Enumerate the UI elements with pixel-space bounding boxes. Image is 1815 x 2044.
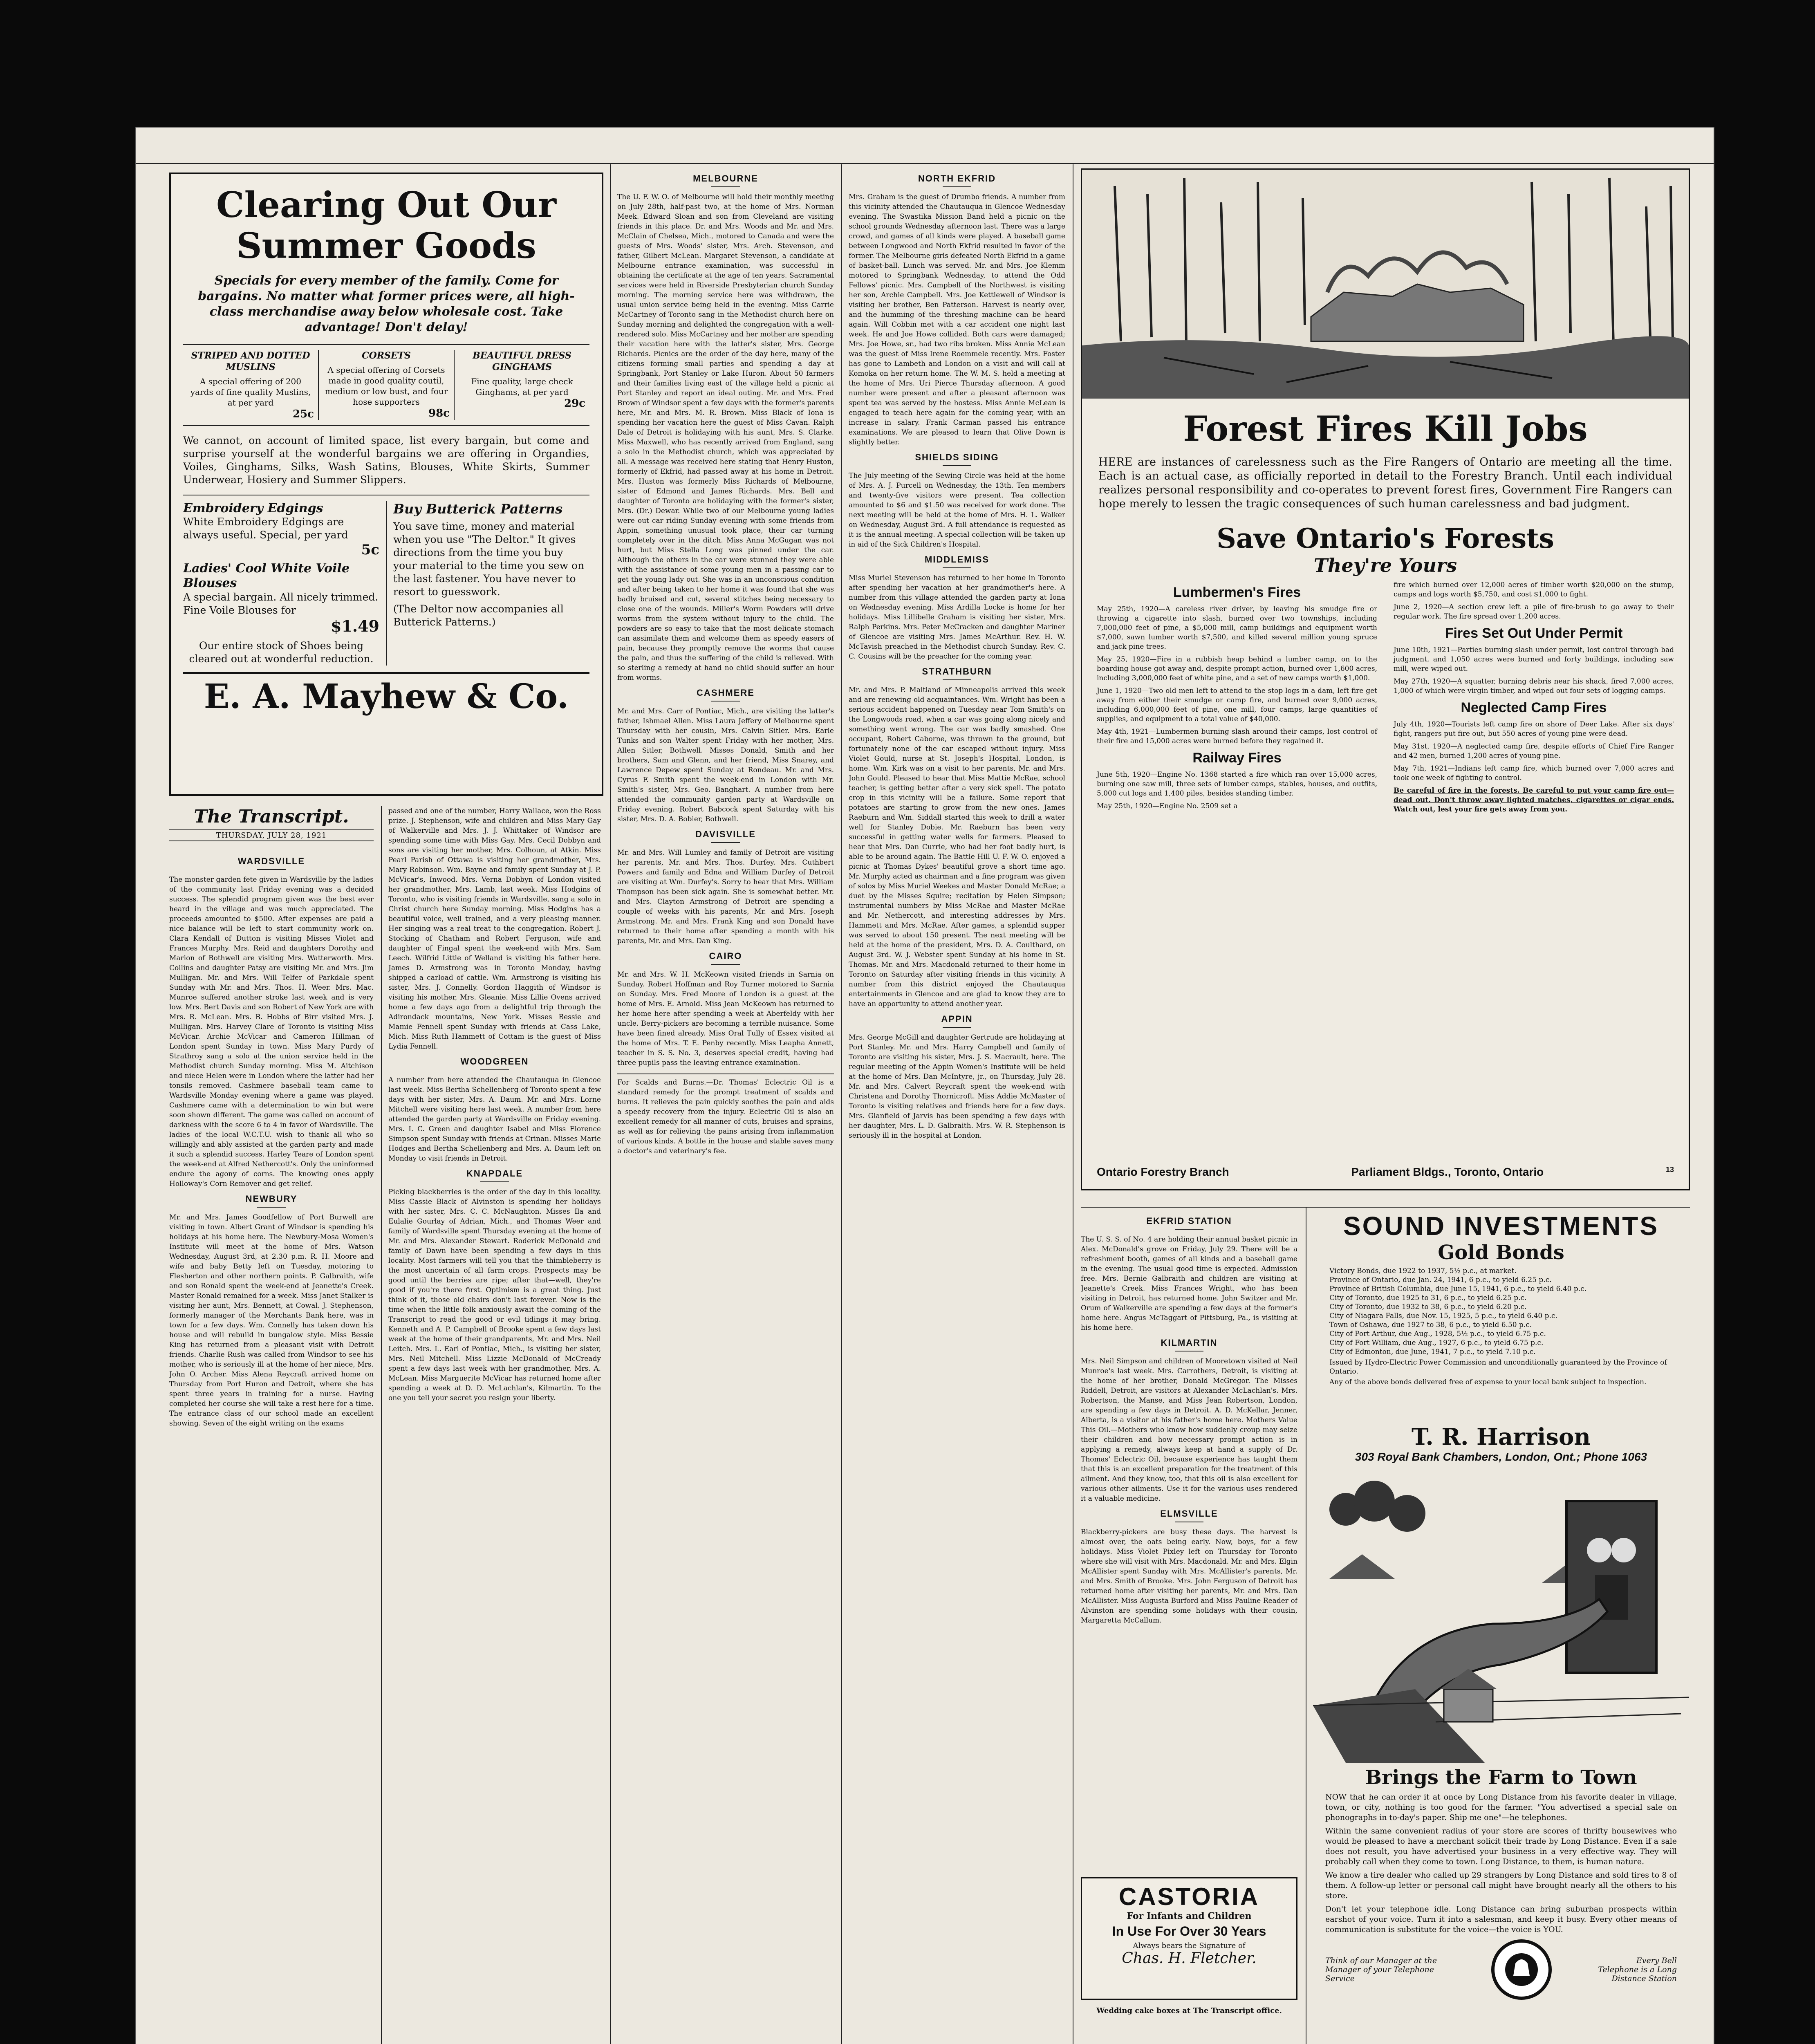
fire-subhead: Fires Set Out Under Permit <box>1445 625 1623 641</box>
column-4 <box>849 168 1065 2044</box>
column-rule <box>841 164 842 2044</box>
bond-line: City of Niagara Falls, due Nov. 15, 1925, 5 p.c., to yield 6.40 p.c. <box>1329 1312 1557 1320</box>
bonds-list <box>1313 1264 1689 1389</box>
butterick-note: (The Deltor now accompanies all Butterick Patterns.) <box>393 603 564 628</box>
fire-item: May 25th, 1920—A careless river driver, by leaving his smudge fire or throwing a cigarette into slash, burned over two townships, including 7,000,000 feet of pine, a $5,000 mill, camp buildings and equipment worth $7,000, sawn lumber worth $7,500, and killed several million young spruce and jack pine trees. <box>1097 605 1377 651</box>
bond-line: Province of Ontario, due Jan. 24, 1941, 6 p.c., to yield 6.25 p.c. <box>1329 1276 1552 1284</box>
section-head: MELBOURNE <box>617 173 834 189</box>
column-3 <box>617 168 834 2044</box>
column-2 <box>388 806 601 2044</box>
masthead-name: The Transcript. <box>194 806 349 827</box>
bell-ad <box>1313 1477 1689 2044</box>
clearing-item <box>455 350 589 420</box>
voile-text: A special bargain. All nicely trimmed. Fine Voile Blouses for <box>183 591 379 616</box>
section-text: Mrs. Graham is the guest of Drumbo friends. A number from this vicinity attended the Chautauqua in Glencoe Wednesday evening. The Swastika Mission Band held a picnic on the school grounds Wednesday afternoon last. There was a large crowd, and games of all kinds were played. A baseball game between Longwood and North Ekfrid resulted in favor of the former. The Melbourne girls defeated North Ekfrid in a game of basket-ball. Lunch was served. Mr. and Mrs. Joe Klemm motored to Springbank Wednesday, to attend the Odd Fellows' picnic. Mrs. Campbell of the Northwest is visiting her son, Archie Campbell. Mrs. Joe Kettlewell of Windsor is visiting her brother, Ben Patterson. Harvest is nearly over, and the humming of the threshing machine can be heard again. Will Cobbin met with a car accident one night last week. He and Joe Howe collided. Both cars were damaged; Mrs. Joe Howe, sr., had two ribs broken. Miss Annie McLean was the guest of Miss Irene Roemmele recently. Mrs. Foster has gone to Lambeth and London on a visit and will call at Komoka on her return home. The W. M. S. held a meeting at the home of Mrs. Uri Pierce Thursday afternoon. A good number were present and after a pleasant afternoon was spent tea was served by the hostess. Miss Annie McLean is engaged to teach here again for the coming year, with an increase in salary. Frank Carman passed his entrance examinations. We are pleased to learn that Olive Down is slightly better. <box>849 193 1065 446</box>
section-head: CASHMERE <box>617 688 834 703</box>
column-rule <box>610 164 611 2044</box>
bell-body <box>1313 1792 1689 1935</box>
item-price: 29c <box>564 397 585 410</box>
fire-subhead: Neglected Camp Fires <box>1461 700 1607 715</box>
section-head: APPIN <box>849 1014 1065 1029</box>
section-head: DAVISVILLE <box>617 829 834 845</box>
theyre-yours: They're Yours <box>1313 554 1457 576</box>
bonds-title: SOUND INVESTMENTS <box>1343 1211 1659 1241</box>
item-text: Fine quality, large check Ginghams, at per yard <box>471 377 573 397</box>
bell-left: Think of our Manager at the Manager of your Telephone Service <box>1325 1956 1437 1983</box>
parliament-bldgs: Parliament Bldgs., Toronto, Ontario <box>1351 1165 1544 1178</box>
bond-line: City of Toronto, due 1932 to 38, 6 p.c., to yield 6.20 p.c. <box>1329 1303 1527 1311</box>
bond-line: City of Edmonton, due June, 1941, 7 p.c., to yield 7.10 p.c. <box>1329 1348 1536 1356</box>
harrison-name: T. R. Harrison <box>1411 1423 1591 1450</box>
clearing-para: We cannot, on account of limited space, list every bargain, but come and surprise yourself at the wonderful bargains we are offering in Organdies, Voiles, Ginghams, Silks, Wash Satins, Blouses, White Skirts, Summer Underwear, Hosiery and Summer Slippers. <box>183 435 589 486</box>
section-text: The monster garden fete given in Wardsville by the ladies of the community last Friday evening was a decided success. The splendid program given was the best ever heard in the village and was much appreciated. The proceeds amounted to $500. After expenses are paid a nice balance will be left to start community work on. Clara Kendall of Dutton is visiting Misses Violet and Frances Murphy. Mrs. Reid and daughters Dorothy and Marion of Bothwell are visiting Mrs. Watterworth. Mrs. Collins and daughter Patsy are visiting Mr. and Mrs. Jim Mulligan. Mr. and Mrs. Will Telfer of Parkdale spent Sunday with Mr. and Mrs. Thos. H. Weer. Mrs. Mac. Munroe suffered another stroke last week and is very low. Mrs. Bert Davis and son Robert of New York are with Mrs. R. McLean. Mrs. B. Hobbs of Birr visited Mrs. J. Mulligan. Mrs. Harvey Clare of Toronto is visiting Miss McVicar. Archie McVicar and Cameron Hillman of London spent Sunday in town. Miss Mary Purdy of Strathroy sang a solo at the union service held in the Methodist church Sunday morning. Miss M. Aitchison and niece Helen were in London where the latter had her tonsils removed. Cashmere baseball team came to Wardsville Monday evening where a game was played. Cashmere came with a determination to win but were soon shown different. The game was called on account of darkness with the score 6 to 4 in favor of Wardsville. The ladies of the local W.C.T.U. wish to thank all who so willingly and ably assisted at the garden party and made it such a splendid success. Harley Teare of London spent the week-end at Alfred Nethercott's. Only the uninformed endure the agony of corns. The knowing ones apply Holloway's Corn Remover and get relief. <box>169 876 374 1188</box>
bond-line: City of Toronto, due 1925 to 31, 6 p.c., to yield 6.25 p.c. <box>1329 1294 1527 1302</box>
butterick-text: You save time, money and material when you use "The Deltor." It gives directions from the time you buy your material to the time you sew on the last fastener. You have never to resort to guesswork. <box>393 520 585 598</box>
section-text: The July meeting of the Sewing Circle was held at the home of Mrs. A. J. Purcell on Wednesday, the 13th. Ten members and twenty-five visitors were present. Tea collection amounted to $6 and $1.50 was received for work done. The next meeting will be held at the home of Mrs. H. L. Walker on Wednesday, August 3rd. A full attendance is requested as it is the annual meeting. A special collection will be taken up in aid of the Sick Children's Hospital. <box>849 472 1065 549</box>
fire-col-left <box>1097 580 1377 818</box>
bell-right: Every Bell Telephone is a Long Distance Station <box>1598 1956 1677 1983</box>
clearing-lower <box>183 495 589 666</box>
bond-note: Any of the above bonds delivered free of expense to your local bank subject to inspection. <box>1329 1378 1647 1386</box>
store-name: E. A. Mayhew & Co. <box>183 672 589 716</box>
bond-line: Town of Oshawa, due 1927 to 38, 6 p.c., to yield 6.50 p.c. <box>1329 1321 1532 1329</box>
section-head: EKFRID STATION <box>1081 1216 1297 1231</box>
item-text: A special offering of 200 yards of fine quality Muslins, at per yard <box>190 377 311 408</box>
fire-item: fire which burned over 12,000 acres of timber worth $20,000 on the stump, camps and logs worth $5,750, and cost $1,000 to fight. <box>1394 581 1674 598</box>
bell-title: Brings the Farm to Town <box>1365 1766 1637 1789</box>
section-head: WOODGREEN <box>388 1056 601 1072</box>
telephone-illustration <box>1313 1477 1689 1763</box>
forest-fires-intro: HERE are instances of carelessness such as the Fire Rangers of Ontario are meeting all the time. Each is an actual case, as officially reported in detail to the Forestry Branch. Until each individual realizes personal responsibility and co-operates to prevent forest fires, Government Fire Rangers can hope merely to lessen the tragic consequences of such human carelessness and bad judgment. <box>1098 456 1672 510</box>
section-text: Miss Muriel Stevenson has returned to her home in Toronto after spending her vacation at her grandmother's here. A number from this village attended the garden party at Iona on Wednesday evening. Miss Ardilla Locke is home for her holidays. Miss Lillibelle Graham is visiting her sister, Mrs. Ralph Perkins. Mrs. Peter McCracken and daughter Mariner of Glencoe are visiting Mrs. James McArthur. Rev. H. W. McTavish preached in the Methodist church Sunday. Rev. C. C. Cousins will be the preacher for the coming year. <box>849 574 1065 661</box>
bond-note: Issued by Hydro-Electric Power Commission and unconditionally guaranteed by the Province of Ontario. <box>1329 1358 1667 1376</box>
emb-price: 5c <box>361 542 379 558</box>
emb-head: Embroidery Edgings <box>183 501 323 515</box>
item-price: 98c <box>428 407 450 419</box>
fire-item: May 4th, 1921—Lumbermen burning slash around their camps, lost control of their fire and 15,000 acres were burned before they regained it. <box>1097 728 1377 745</box>
section-head: STRATHBURN <box>849 666 1065 682</box>
fire-item: June 10th, 1921—Parties burning slash under permit, lost control through bad judgment, and 1,050 acres were burned and forty buildings, including saw mill, were wiped out. <box>1394 646 1674 673</box>
section-head: MIDDLEMISS <box>849 554 1065 570</box>
fire-item: July 4th, 1920—Tourists left camp fire on shore of Deer Lake. After six days' fight, rangers put fire out, but 550 acres of young pine were dead. <box>1394 720 1674 738</box>
section-head: CAIRO <box>617 951 834 966</box>
harrison-address: 303 Royal Bank Chambers, London, Ont.; Phone 1063 <box>1355 1450 1647 1463</box>
section-head: ELMSVILLE <box>1081 1508 1297 1524</box>
newspaper-page <box>135 127 1714 2044</box>
masthead-date: THURSDAY, JULY 28, 1921 <box>169 829 374 841</box>
fire-item: May 25, 1920—Fire in a rubbish heap behind a lumber camp, on to the boarding house got away and, despite prompt action, burned over 1,600 acres, including 3,000,000 feet of white pine, and a set of new camps worth $1,000. <box>1097 655 1377 682</box>
bell-footer <box>1313 1939 1689 2000</box>
column-rule <box>381 806 382 2044</box>
fire-footer <box>1097 1165 1674 1179</box>
fire-subhead: Lumbermen's Fires <box>1173 585 1301 600</box>
bell-seal-icon <box>1491 1939 1552 2000</box>
fire-col-right <box>1394 580 1674 818</box>
fire-item: May 7th, 1921—Indians left camp fire, which burned over 7,000 acres and took one week of fighting to control. <box>1394 764 1674 782</box>
item-head: BEAUTIFUL DRESS GINGHAMS <box>473 350 571 372</box>
bonds-ad <box>1313 1211 1689 1423</box>
fire-item: June 5th, 1920—Engine No. 1368 started a fire which ran over 15,000 acres, burning one saw mill, three sets of lumber camps, stables, houses, and outfits, 5,000 cut logs and 1,400 piles, besides standing timber. <box>1097 771 1377 798</box>
bell-para: Within the same convenient radius of your store are scores of thrifty housewives who would be pleased to have a merchant solicit their trade by Long Distance. Even if a sale does not result, you have advertised your business in a very effective way. They will probably call when they come to town. Long Distance, to them, is human nature. <box>1325 1827 1677 1866</box>
forest-fires-title: Forest Fires Kill Jobs <box>1183 408 1588 449</box>
bell-para: We know a tire dealer who called up 29 strangers by Long Distance and sold tires to 8 of them. A follow-up letter or personal call might have brought nearly all the others to his store. <box>1325 1871 1677 1900</box>
ad-number: 13 <box>1665 1165 1674 1174</box>
fire-item: May 27th, 1920—A squatter, burning debris near his shack, fired 7,000 acres, 1,000 of which were virgin timber, and wiped out four sets of logging camps. <box>1394 677 1674 695</box>
save-forests: Save Ontario's Forests <box>1217 522 1554 554</box>
section-text: Mrs. George McGill and daughter Gertrude are holidaying at Port Stanley. Mr. and Mrs. Harry Campbell and family of Toronto are visiting his sister, Mrs. J. S. Macrault, here. The regular meeting of the Appin Women's Institute will be held at the home of Mrs. Dan McIntyre, jr., on Thursday, July 28. Mr. and Mrs. Calvert Reycraft spent the week-end with Christena and Dorothy Thornicroft. Miss Addie McMaster of Toronto is visiting relatives and friends here for a few days. Mrs. Glanfield of Jarvis has been spending a few days with her daughter, Mrs. L. D. Galbraith. Mrs. W. R. Stephenson is seriously ill in the hospital at London. <box>849 1033 1065 1140</box>
castoria-ad <box>1081 1877 1297 2000</box>
section-text: passed and one of the number, Harry Wallace, won the Ross prize. J. Stephenson, wife and children and Miss Mary Gay of Walkerville and Mrs. J. J. Whittaker of Windsor are spending some time with Miss Gay. Mrs. Cecil Dobbyn and sons are visiting her mother, Mrs. Colhoun, at Atkin. Miss Pearl Parish of Ottawa is visiting her grandmother, Mrs. Mary Robinson. Wm. Bayne and family spent Sunday at J. P. McVicar's, Inwood. Mrs. Verna Dobbyn of London visited her grandmother, Mrs. Lamb, last week. Miss Hodgins of Toronto, who is visiting friends in Wardsville, sang a solo in Christ church here Sunday morning. Miss Hodgins has a beautiful voice, well trained, and a very pleasing manner. Her singing was a real treat to the congregation. Robert J. Stocking of Chatham and Robert Ferguson, wife and daughter of Fingal spent the week-end with Mrs. Sam Leech. Wilfrid Little of Welland is visiting his father here. James D. Armstrong was in Toronto Monday, having shipped a carload of cattle. Wm. Armstrong is visiting his sister, Mrs. J. Connelly. Gordon Haggith of Windsor is visiting his mother, Mrs. Gleanie. Miss Lillie Ovens arrived home a few days ago from a delightful trip through the Adirondack mountains, New York. Misses Bessie and Mamie Fennell spent Sunday with friends at Cass Lake, Mich. Miss Ruth Hammett of Cottam is the guest of Miss Lydia Fennell. <box>388 807 601 1051</box>
clearing-item <box>319 350 455 420</box>
wedding-note: Wedding cake boxes at The Transcript office. <box>1096 2006 1282 2015</box>
fire-item: June 2, 1920—A section crew left a pile of fire-brush to go away to their regular work. The fire spread over 1,200 acres. <box>1394 603 1674 621</box>
section-text: Mr. and Mrs. Carr of Pontiac, Mich., are visiting the latter's father, Ishmael Allen. Miss Laura Jeffery of Melbourne spent Thursday with her cousin, Mrs. Calvin Sitler. Mrs. Earle Tunks and son Walter spent Friday with her mother, Mrs. Allen Sitler, Bothwell. Misses Donald, Smith and her brothers, Sam and Glenn, and her friend, Miss Snarey, and Lawrence Depew spent Sunday at Rondeau. Mr. and Mrs. Cyrus F. Smith spent the week-end in London with Mr. Smith's sister, Mrs. Geo. Banghart. A number from here attended the community garden party at Wardsville on Friday evening. Robert Babcock spent Saturday with his sister, Mrs. D. A. Bobier, Bothwell. <box>617 707 834 823</box>
castoria-sub: For Infants and Children <box>1127 1911 1252 1921</box>
voile-head: Ladies' Cool White Voile Blouses <box>183 561 350 590</box>
fire-subhead: Railway Fires <box>1192 750 1282 766</box>
section-head: SHIELDS SIDING <box>849 452 1065 468</box>
forest-fire-illustration <box>1082 170 1689 399</box>
section-head: NEWBURY <box>169 1194 374 1209</box>
section-head: WARDSVILLE <box>169 856 374 872</box>
forestry-branch: Ontario Forestry Branch <box>1097 1165 1229 1178</box>
section-text: Mr. and Mrs. James Goodfellow of Port Burwell are visiting in town. Albert Grant of Windsor is spending his holidays at his home here. The Newbury-Mosa Women's Institute will meet at the home of Mrs. Watson Wednesday, August 3rd, at 2.30 p.m. R. H. Moore and wife and baby Betty left on Tuesday, motoring to Flesherton and other northern points. P. Galbraith, wife and son Ronald spent the week-end at Jeanette's Creek. Master Ronald remained for a week. Miss Janet Stalker is visiting her aunt, Mrs. Bennett, at Cowal. J. Stephenson, formerly manager of the Merchants Bank here, was in town for a few days. Wm. Connelly has taken down his house and will rebuild in bungalow style. Miss Bessie King has returned from a pleasant visit with Detroit friends. Charlie Rush was called from Windsor to see his mother, who is seriously ill at the home of her niece, Mrs. John O. Archer. Miss Alena Reycraft arrived home on Thursday from Port Huron and Detroit, where she has spent three years in training for a nurse. Having completed her course she will take a rest here for a time. The entrance class of our school made an excellent showing. Seven of the eight writing on the exams <box>169 1213 374 1428</box>
clearing-intro: Specials for every member of the family. Come for bargains. No matter what former prices were, all high-class merchandise away below wholesale cost. Take advantage! Don't delay! <box>198 273 575 334</box>
castoria-slogan: In Use For Over 30 Years <box>1112 1924 1266 1939</box>
clearing-lower-right <box>387 501 589 666</box>
fire-item: June 1, 1920—Two old men left to attend to the stop logs in a dam, left fire get away from either their smudge or camp fire, and burned over 9,000 acres, including 6,000,000 feet of pine, one mill, four camps, large quantities of supplies, and equipment to a total value of $40,000. <box>1097 687 1377 723</box>
fire-item: May 31st, 1920—A neglected camp fire, despite efforts of Chief Fire Ranger and 42 men, burned 1,200 acres of young pine. <box>1394 742 1674 760</box>
bond-line: Victory Bonds, due 1922 to 1937, 5½ p.c., at market. <box>1329 1267 1517 1275</box>
bell-para: NOW that he can order it at once by Long Distance from his favorite dealer in village, town, or city, nothing is too good for the farmer. "You advertised a special sale on phonographs in to-day's paper. Ship me one"—he telephones. <box>1325 1793 1677 1822</box>
fire-item: May 25th, 1920—Engine No. 2509 set a <box>1097 802 1238 810</box>
shoes-text: Our entire stock of Shoes being cleared out at wonderful reduction. <box>189 640 374 665</box>
clearing-item <box>183 350 319 420</box>
section-text: The U. S. S. of No. 4 are holding their annual basket picnic in Alex. McDonald's grove on Friday, July 29. There will be a refreshment booth, games of all kinds and a baseball game in the evening. The usual good time is expected. Admission free. Mrs. Bernie Galbraith and children are visiting at Jeanette's Creek. Miss Frances Wright, who has been visiting in Detroit, has returned home. John Switzer and Mr. Orum of Walkerville are spending a few days at the former's home here. Angus McTaggart of Pittsburg, Pa., is visiting at his home here. <box>1081 1235 1297 1332</box>
castoria-bears: Always bears the Signature of <box>1133 1941 1246 1950</box>
section-text: Mr. and Mrs. W. H. McKeown visited friends in Sarnia on Sunday. Robert Hoffman and Roy Turner motored to Sarnia on Sunday. Mrs. Fred Moore of London is a guest at the home of Mrs. E. Arnold. Miss Jean McKeown has returned to her home here after spending a week at Aberfeldy with her uncle. Berry-pickers are becoming a terrible nuisance. Some have been fined already. Miss Oral Tully of Essex visited at the home of Mrs. T. E. Penby recently. Miss Leapha Annett, teacher in S. S. No. 3, deserves special credit, having had three pupils pass the leaving entrance examination. <box>617 970 834 1067</box>
column-1 <box>169 851 374 2044</box>
castoria-title: CASTORIA <box>1118 1883 1260 1910</box>
clearing-items <box>183 344 589 426</box>
clearing-ad <box>169 173 603 796</box>
top-rule <box>136 163 1714 164</box>
butterick-head: Buy Butterick Patterns <box>393 501 563 517</box>
bond-line: Province of British Columbia, due June 15, 1941, 6 p.c., to yield 6.40 p.c. <box>1329 1285 1587 1293</box>
item-price: 25c <box>292 408 314 420</box>
bonds-sub: Gold Bonds <box>1438 1241 1564 1264</box>
item-text: A special offering of Corsets made in good quality coutil, medium or low bust, and four hose supporters <box>325 365 448 407</box>
castoria-signature: Chas. H. Fletcher. <box>1122 1950 1257 1967</box>
section-text: For Scalds and Burns.—Dr. Thomas' Eclectric Oil is a standard remedy for the prompt treatment of scalds and burns. It relieves the pain quickly soothes the pain and aids a speedy recovery from the injury. Eclectric Oil is also an excellent remedy for all manner of cuts, bruises and sprains, as well as for relieving the pains arising from inflammation of various kinds. A bottle in the house and stable saves many a doctor's and veterinary's fee. <box>617 1074 834 1156</box>
bell-para: Don't let your telephone idle. Long Distance can bring suburban prospects within earshot of your voice. Turn it into a salesman, and keep it busy. Every other means of communication is substitute for the voice—the voice is YOU. <box>1325 1905 1677 1934</box>
fire-warning: Be careful of fire in the forests. Be careful to put your camp fire out—dead out. Don't throw away lighted matches, cigarettes or cigar ends. Watch out, lest your fire gets away from you. <box>1394 787 1674 814</box>
section-text: A number from here attended the Chautauqua in Glencoe last week. Miss Bertha Schellenberg of Toronto spent a few days with her sister, Mrs. A. Daum. Mr. and Mrs. Lorne Mitchell were visiting here last week. A number from here attended the garden party at Wardsville on Friday evening. Mrs. I. C. Green and daughter Isabel and Miss Florence Simpson spent Sunday with friends at Crinan. Misses Marie Hodges and Bertha Schellenberg and Mrs. A. Daum left on Monday to visit friends in Detroit. <box>388 1076 601 1163</box>
voile-price: $1.49 <box>331 617 379 635</box>
section-text: Blackberry-pickers are busy these days. The harvest is almost over, the oats being early. Now, boys, for a few holidays. Miss Violet Pixley left on Thursday for Toronto where she will visit with Mrs. Macdonald. Mr. and Mrs. Elgin McAllister spent Sunday with Mrs. McAllister's parents, Mr. and Mrs. Smith of Brooke. Mrs. John Ferguson of Detroit has returned home after visiting her parents, Mr. and Mrs. Dan McAllister. Miss Augusta Burford and Miss Pauline Reader of Alvinston are spending some holidays with their cousin, Margaretta McCallum. <box>1081 1528 1297 1625</box>
bond-line: City of Port Arthur, due Aug., 1928, 5½ p.c., to yield 6.75 p.c. <box>1329 1330 1546 1338</box>
section-text: The U. F. W. O. of Melbourne will hold their monthly meeting on July 28th, half-past two, at the home of Mrs. Norman Meek. Edward Sloan and son from Cleveland are visiting friends in this place. Dr. and Mrs. Woods and Mr. and Mrs. McClain of Chelsea, Mich., motored to Canada and were the guests of Mrs. Woods' sister, Mrs. Arch. Stevenson, and father, Gilbert McLean. Margaret Stevenson, a candidate at Melbourne entrance examination, was successful in obtaining the certificate at the age of ten years. Sacramental services were held in Riverside Presbyterian church Sunday morning. The morning service here was withdrawn, the usual union service being held in the evening. Miss Carrie McCartney of Toronto sang in the Methodist church here on Sunday morning and delighted the congregation with a well-rendered solo. Miss McCartney and her mother are spending their vacation here with the latter's sister, Mrs. George Richards. Picnics are the order of the day here, many of the citizens forming small parties and spending a day at Springbank, Port Stanley or Lake Huron. About 50 farmers and their families living east of the village held a picnic at Port Stanley and report an ideal outing. Mr. and Mrs. Fred Brown of Windsor spent a few days with the former's parents here, Mr. and Mrs. M. R. Brown. Miss Black of Iona is spending her vacation here the guest of Miss Cavan. Ralph Dale of Detroit is holidaying with his aunt, Mrs. S. Clarke. Miss Maxwell, who has recently arrived from England, sang a solo in the Methodist church, which was appreciated by all. A message was received here stating that Henry Huston, formerly of Ekfrid, had passed away at his home in Detroit. Mrs. Huston was formerly Miss Richards of Melbourne, sister of Edmond and James Richards. Mrs. Bell and daughter of Toronto are holidaying with the former's sister, Mrs. (Dr.) Dewar. While two of our Melbourne young ladies were out car riding Sunday evening with some friends from Appin, something unusual took place, their car turning completely over in the ditch. Miss Anna McGugan was not hurt, but Miss Stella Long was pinned under the car. Although the others in the car were stunned they were able with the assistance of some young men in a passing car to get the young lady out. She was in an unconscious condition and after being taken to her home it was found that she was badly bruised and cut, several stitches being necessary to close one of the wounds. Miller's Worm Powders will drive worms from the system without injury to the child. The powders are so easy to take that the most delicate stomach can assimilate them and welcome them as speedy easers of pain, because they promptly remove the worms that cause the pain, and thus the suffering of the child is relieved. With so sterling a remedy at hand no child should suffer an hour from worms. <box>617 193 834 682</box>
emb-text: White Embroidery Edgings are always useful. Special, per yard <box>183 516 348 541</box>
item-head: STRIPED AND DOTTED MUSLINS <box>191 350 310 372</box>
section-head: KNAPDALE <box>388 1168 601 1184</box>
section-text: Mrs. Neil Simpson and children of Mooretown visited at Neil Munroe's last week. Mrs. Carrothers, Detroit, is visiting at the home of her brother, Donald McGregor. The Misses Riddell, Detroit, are visitors at Alexander McLachlan's. Mrs. Robertson, the Manse, and Miss Jean Robertson, London, are spending a few days in Detroit. A. D. McKellar, Jenner, Alberta, is a visitor at his father's home here. Mothers Value This Oil.—Mothers who know how suddenly croup may seize their children and how necessary prompt action is in applying a remedy, always keep at hand a supply of Dr. Thomas' Eclectric Oil, because experience has taught them that this is an excellent preparation for the treatment of this ailment. And they know, too, that this oil is also excellent for various other ailments. Use it for the various uses rendered it a valuable medicine. <box>1081 1357 1297 1503</box>
fire-columns <box>1082 580 1689 818</box>
section-text: Mr. and Mrs. Will Lumley and family of Detroit are visiting her parents, Mr. and Mrs. Thos. Durfey. Mrs. Cuthbert Powers and family and Edna and William Durfey of Detroit are visiting at Wm. Durfey's. Sorry to hear that Mrs. William Thompson has been sick again. She is somewhat better. Mr. and Mrs. Clayton Armstrong of Detroit are spending a couple of weeks with his parents, Mr. and Mrs. Joseph Armstrong. Mr. and Mrs. Frank King and son Donald have returned to their home after spending a month with his parents, Mr. and Mrs. Dan King. <box>617 849 834 945</box>
masthead <box>169 806 374 851</box>
harrison <box>1313 1423 1689 1472</box>
section-head: NORTH EKFRID <box>849 173 1065 189</box>
bond-line: City of Fort William, due Aug., 1927, 6 p.c., to yield 6.75 p.c. <box>1329 1339 1544 1347</box>
section-text: Picking blackberries is the order of the day in this locality. Miss Cassie Black of Alvinston is spending her holidays with her sister, Mrs. C. C. McNaughton. Misses Ila and Eulalie Gourlay of Adrian, Mich., and Thomas Weer and family of Wardsville spent Thursday evening at the home of Mr. and Mrs. Alexander Stewart. Roderick McDonald and family of Dawn have been spending a few days in this locality. Most farmers will tell you that the thimbleberry is the most uncertain of all farm crops. Prospects may be good until the berries are ripe; after that—well, they're good if you're there first. Optimism is a great thing. Just think of it, those old chairs don't last forever. Now is the time when the little folk anxiously await the coming of the Transcript to read the good or evil tidings it may bring. Kenneth and A. P. Campbell of Brooke spent a few days last week at the home of their grandparents, Mr. and Mrs. Neil Leitch. Mrs. L. Earl of Pontiac, Mich., is visiting her sister, Mrs. Neil Mitchell. Miss Lizzie McDonald of McCready spent a few days last week with her grandmother, Mrs. A. McLean. Miss Marguerite McVicar has returned home after spending a week at D. D. McLachlan's, Kilmartin. To the one you tell your secret you resign your liberty. <box>388 1188 601 1402</box>
forest-fires-ad <box>1081 168 1690 1190</box>
section-rule <box>1081 1207 1690 1208</box>
section-head: KILMARTIN <box>1081 1338 1297 1353</box>
section-text: Mr. and Mrs. P. Maitland of Minneapolis arrived this week and are renewing old acquaintances. Wm. Wright has been a serious accident happened on Tuesday near Tom Smith's on the Longwoods road, when a car was going along nicely and something went wrong. The car was badly smashed. One occupant, Robert Caborne, was thrown to the ground, but fortunately none of the car escaped without injury. Miss Violet Gould, nurse at St. Joseph's Hospital, London, is home. Wm. Kirk was on a visit to her parents, Mr. and Mrs. John Gould. Pleased to hear that Miss Mattie McRae, school teacher, is getting better after a very sick spell. The potato crop in this vicinity will be a failure. Some report that potatoes are starting to grow from the new ones. James Raeburn and Wm. Siddall started this week to drill a water well for Stanley Dobie. Mr. Raeburn has been very successful in getting water wells for farmers. Pleased to hear that Mrs. Dan Currie, who had her foot badly hurt, is able to be around again. The Battle Hill U. F. W. O. enjoyed a picnic at Thomas Dykes' beautiful grove a short time ago. Mr. Murphy acted as chairman and a fine program was given of solos by Miss Muriel Weekes and Master Donald McRae; a duet by the Misses Squire; recitation by Helen Simpson; instrumental numbers by Miss McRae and Master McRae and Mr. Nethercott, and interesting addresses by Mrs. Hammett and Mrs. McRae. After games, a splendid supper was served to about 150 present. The next meeting will be held at the home of the president, Mrs. D. A. Coulthard, on August 3rd. W. J. Webster spent Sunday at his home in St. Thomas. Mr. and Mrs. Macdonald returned to their home in Toronto on Saturday after visiting friends in this vicinity. A number from this district enjoyed the Chautauqua entertainments in Glencoe and are glad to know they are to have an opportunity to attend another year. <box>849 686 1065 1008</box>
clearing-lower-left <box>183 501 387 666</box>
item-head: CORSETS <box>362 350 411 361</box>
clearing-title: Clearing Out Our Summer Goods <box>216 184 556 267</box>
